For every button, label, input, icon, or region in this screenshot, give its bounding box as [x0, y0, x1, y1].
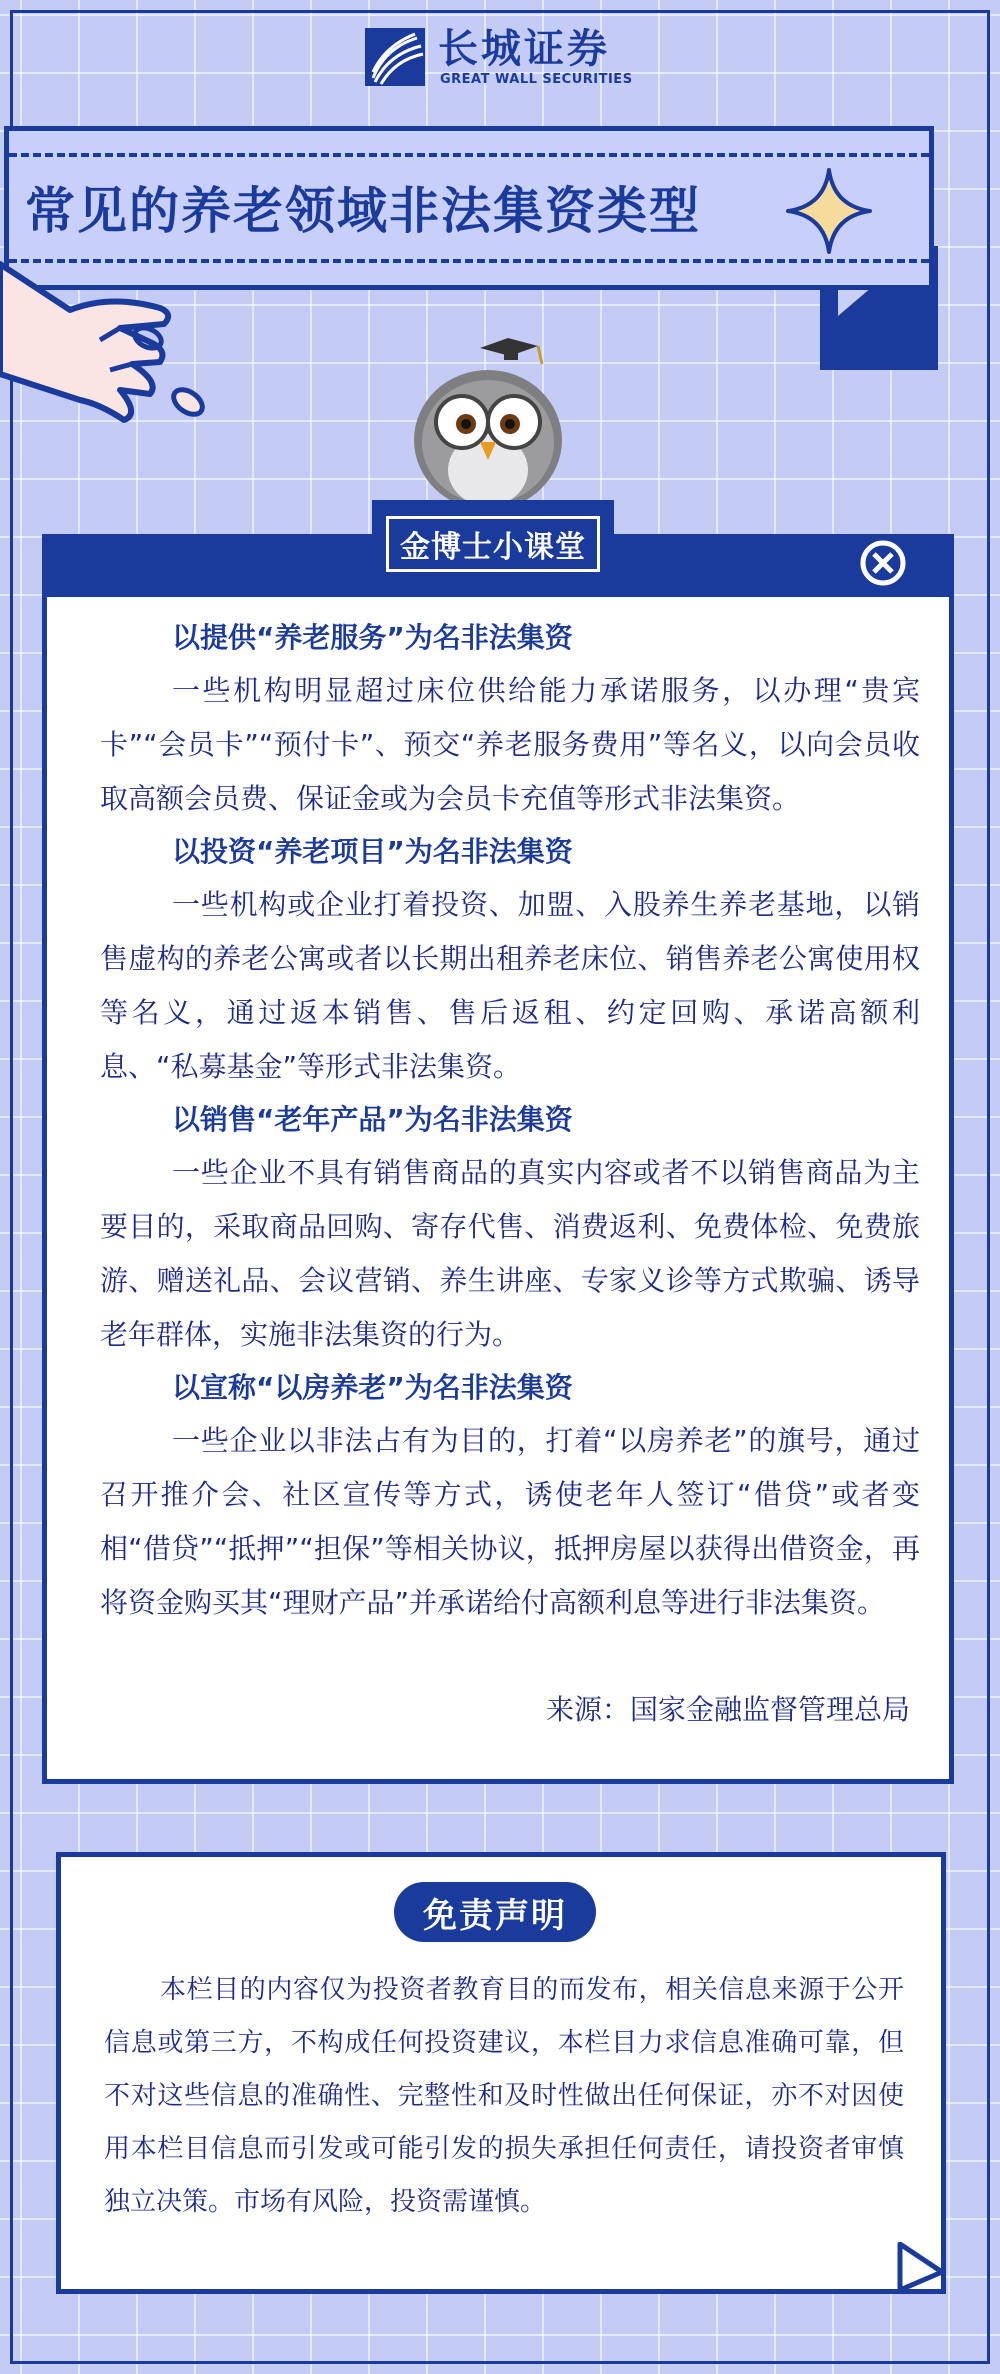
card-content — [100, 612, 920, 1630]
section-pension-service — [100, 612, 920, 826]
section-pension-project — [100, 826, 920, 1094]
owl-mascot — [408, 330, 568, 510]
sparkle-icon — [784, 166, 874, 256]
close-circle-icon[interactable] — [854, 534, 912, 592]
hand-gesture-icon — [0, 254, 230, 464]
section-title: 以提供“养老服务”为名非法集资 — [172, 621, 573, 654]
section-body: 一些企业不具有销售商品的真实内容或者不以销售商品为主要目的，采取商品回购、寄存代售、消费返利、免费体检、免费旅游、赠送礼品、会议营销、养生讲座、专家义诊等方式欺骗、诱导老年群体，实施非法集资的行为。 — [100, 1156, 920, 1351]
brand-logo — [360, 22, 660, 92]
logo-mark-icon — [365, 28, 425, 86]
logo-chinese-name: 长城证券 — [438, 25, 610, 72]
section-house-pension — [100, 1362, 920, 1630]
section-body: 一些企业以非法占有为目的，打着“以房养老”的旗号，通过召开推介会、社区宣传等方式，诱使老年人签订“借贷”或者变相“借贷”“抵押”“担保”等相关协议，抵押房屋以获得出借资金，再将资金购买其“理财产品”并承诺给付高额利息等进行非法集资。 — [100, 1424, 920, 1619]
page-title: 常见的养老领域非法集资类型 — [25, 182, 701, 240]
card-tab-label: 金博士小课堂 — [386, 516, 600, 572]
banner-dashed-line-top — [9, 153, 929, 157]
section-body: 一些机构或企业打着投资、加盟、入股养生养老基地，以销售虚构的养老公寓或者以长期出租养老床位、销售养老公寓使用权等名义，通过返本销售、售后返租、约定回购、承诺高额利息、“私募基金”等形式非法集资。 — [100, 888, 920, 1083]
page-fold-icon — [896, 2242, 946, 2294]
card-tab — [372, 500, 614, 588]
section-title: 以宣称“以房养老”为名非法集资 — [172, 1371, 573, 1404]
section-body: 一些机构明显超过床位供给能力承诺服务，以办理“贵宾卡”“会员卡”“预付卡”、预交“养老服务费用”等名义，以向会员收取高额会员费、保证金或为会员卡充值等形式非法集资。 — [100, 674, 920, 815]
section-elderly-products — [100, 1094, 920, 1362]
disclaimer-title: 免责声明 — [394, 1882, 596, 1942]
disclaimer-body: 本栏目的内容仅为投资者教育目的而发布，相关信息来源于公开信息或第三方，不构成任何投资建议，本栏目力求信息准确可靠，但不对这些信息的准确性、完整性和及时性做出任何保证，亦不对因使用本栏目信息而引发或可能引发的损失承担任何责任，请投资者审慎独立决策。市场有风险，投资需谨慎。 — [104, 1975, 904, 2217]
section-title: 以销售“老年产品”为名非法集资 — [172, 1103, 573, 1136]
section-title: 以投资“养老项目”为名非法集资 — [172, 835, 573, 868]
source-note: 来源：国家金融监督管理总局 — [545, 1693, 910, 1726]
logo-english-name: GREAT WALL SECURITIES — [440, 72, 633, 87]
